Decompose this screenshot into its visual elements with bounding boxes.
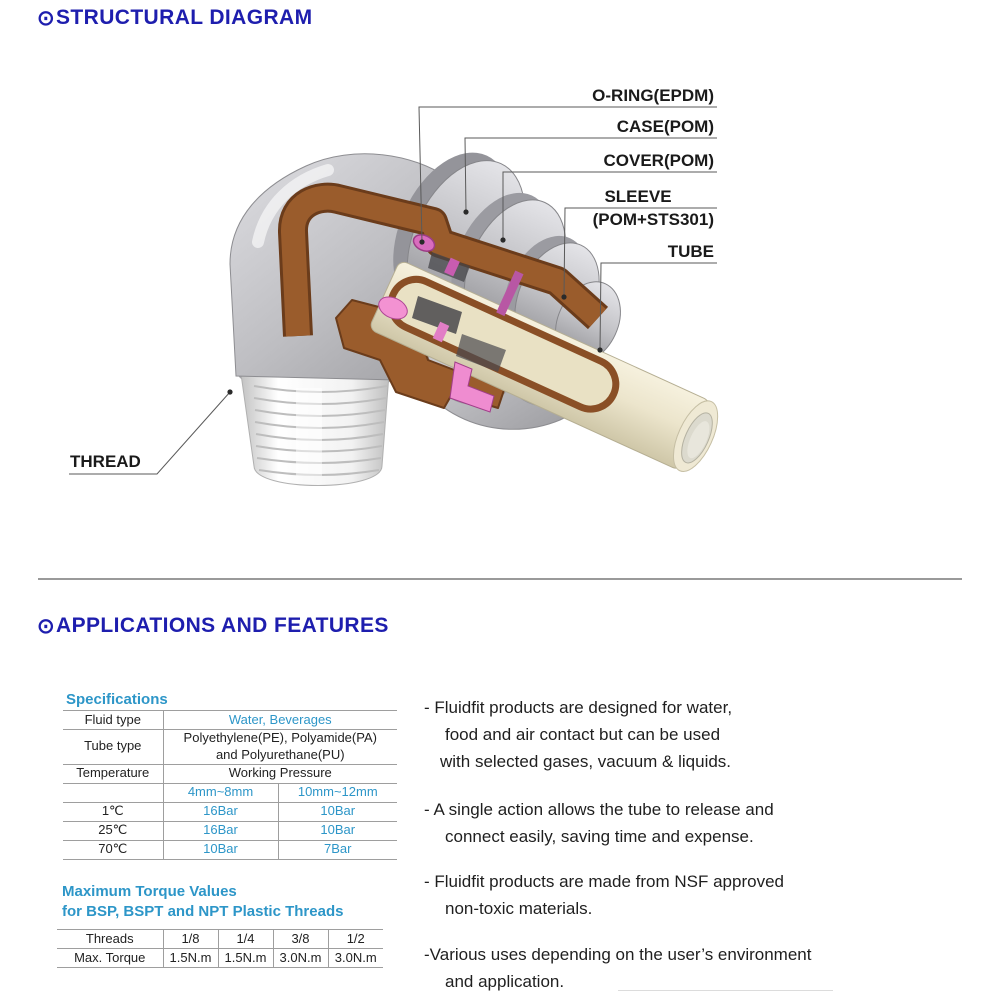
specifications-table [63, 710, 397, 860]
section-bullet-icon: ⊙ [37, 614, 55, 638]
spec-row-temp-25 [63, 821, 397, 840]
feature-line: non-toxic materials. [445, 899, 593, 918]
case-label: CASE(POM) [616, 117, 714, 136]
torque-size-2: 1/4 [218, 930, 273, 949]
torque-row-label: Max. Torque [57, 949, 163, 968]
torque-value-3: 3.0N.m [273, 949, 328, 968]
feature-line: -Various uses depending on the user’s environment [424, 945, 812, 964]
tube-type-line1: Polyethylene(PE), Polyamide(PA) [183, 730, 377, 745]
feature-item-1 [424, 694, 994, 775]
thread-label: THREAD [70, 452, 141, 471]
spec-row-fluid [63, 711, 397, 730]
feature-line: - A single action allows the tube to release and [424, 800, 774, 819]
spec-working-pressure-header: Working Pressure [163, 764, 397, 783]
torque-value-row [57, 949, 383, 968]
spec-size-col2: 10mm~12mm [278, 783, 397, 802]
case-dot [463, 209, 468, 214]
spec-pressure-1-b: 10Bar [278, 802, 397, 821]
torque-value-2: 1.5N.m [218, 949, 273, 968]
feature-line: - Fluidfit products are designed for water, [424, 698, 733, 717]
oring-label: O-RING(EPDM) [592, 86, 714, 105]
applications-title: APPLICATIONS AND FEATURES [56, 614, 389, 637]
spec-pressure-70-b: 7Bar [278, 840, 397, 859]
applications-heading [37, 614, 389, 638]
tube-type-line2: and Polyurethane(PU) [215, 746, 345, 762]
thread-dot [227, 389, 232, 394]
torque-header-row [57, 930, 383, 949]
spec-temp-70: 70℃ [63, 840, 163, 859]
torque-size-4: 1/2 [328, 930, 383, 949]
section-bullet-icon: ⊙ [37, 6, 55, 30]
spec-value-tube-type [163, 730, 397, 765]
specifications-title: Specifications [66, 691, 168, 708]
spec-pressure-25-b: 10Bar [278, 821, 397, 840]
torque-size-1: 1/8 [163, 930, 218, 949]
feature-item-4 [424, 941, 994, 995]
spec-label-tube-type: Tube type [63, 730, 163, 765]
spec-pressure-70-a: 10Bar [163, 840, 278, 859]
cover-label: COVER(POM) [603, 151, 714, 170]
torque-value-1: 1.5N.m [163, 949, 218, 968]
feature-line: - Fluidfit products are made from NSF approved [424, 872, 784, 891]
torque-table [57, 929, 383, 968]
oring-dot [419, 239, 424, 244]
feature-line: connect easily, saving time and expense. [445, 827, 754, 846]
spec-value-fluid-type: Water, Beverages [163, 711, 397, 730]
feature-line: and application. [445, 972, 565, 991]
torque-title-line1: Maximum Torque Values [62, 883, 237, 900]
sleeve-label-line2: (POM+STS301) [592, 210, 714, 229]
sleeve-dot [561, 294, 566, 299]
structural-diagram-title: STRUCTURAL DIAGRAM [56, 6, 313, 29]
sleeve-label-line1: SLEEVE [604, 187, 672, 206]
torque-header-label: Threads [57, 930, 163, 949]
feature-item-2 [424, 796, 994, 850]
spec-label-fluid-type: Fluid type [63, 711, 163, 730]
spec-pressure-1-a: 16Bar [163, 802, 278, 821]
spec-cell-empty [63, 783, 163, 802]
feature-line: with selected gases, vacuum & liquids. [440, 752, 732, 771]
spec-row-temp-1 [63, 802, 397, 821]
spec-row-temp-70 [63, 840, 397, 859]
torque-size-3: 3/8 [273, 930, 328, 949]
spec-label-temperature: Temperature [63, 764, 163, 783]
section-divider [38, 578, 962, 580]
spec-temp-25: 25℃ [63, 821, 163, 840]
bottom-faint-rule [618, 990, 833, 991]
spec-size-col1: 4mm~8mm [163, 783, 278, 802]
feature-line: food and air contact but can be used [445, 725, 721, 744]
torque-title-line2: for BSP, BSPT and NPT Plastic Threads [62, 903, 344, 920]
feature-item-3 [424, 868, 994, 922]
thread-section [241, 374, 389, 486]
tube-dot [597, 347, 602, 352]
spec-row-pressure-header [63, 764, 397, 783]
torque-title [62, 882, 343, 922]
tube-label: TUBE [667, 242, 714, 261]
cover-dot [500, 237, 505, 242]
spec-pressure-25-a: 16Bar [163, 821, 278, 840]
thread-highlight [296, 388, 322, 476]
spec-row-size-header [63, 783, 397, 802]
spec-temp-1: 1℃ [63, 802, 163, 821]
torque-value-4: 3.0N.m [328, 949, 383, 968]
spec-row-tube [63, 730, 397, 765]
